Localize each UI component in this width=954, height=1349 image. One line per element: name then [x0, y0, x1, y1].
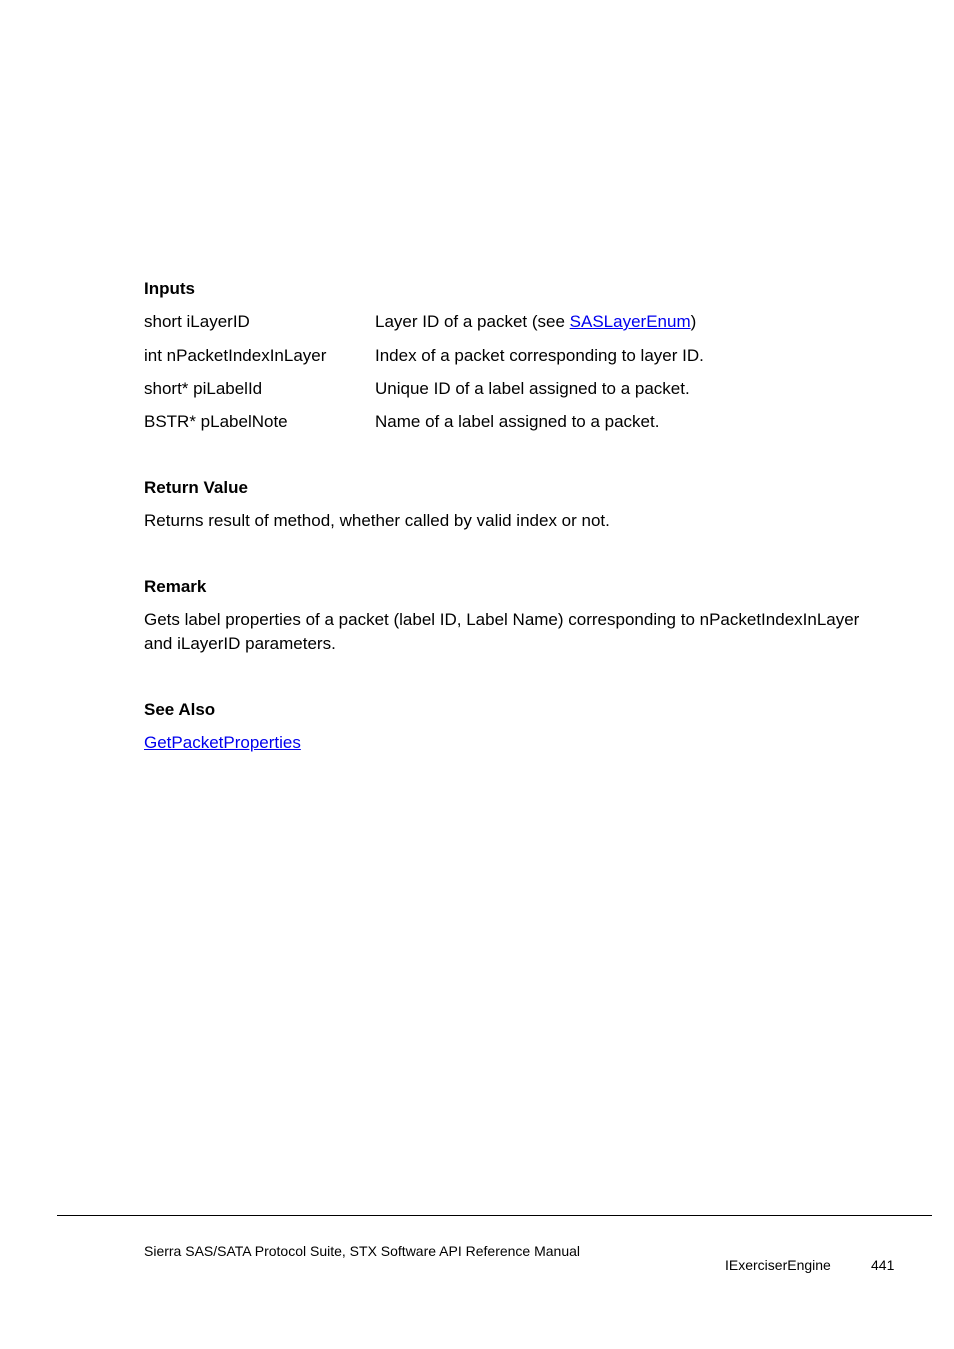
param-desc-npacketindexinlayer: Index of a packet corresponding to layer ID. — [375, 346, 704, 365]
footer-manual-title: Sierra SAS/SATA Protocol Suite, STX Software API Reference Manual — [144, 1243, 581, 1259]
return-value-heading: Return Value — [144, 478, 248, 497]
param-name-plabelnote: BSTR* pLabelNote — [144, 412, 288, 431]
param-desc-ilayerid — [375, 312, 696, 332]
footer-section-name: IExerciserEngine — [725, 1257, 831, 1273]
param-name-pilabelid: short* piLabelId — [144, 379, 263, 398]
remark-heading: Remark — [144, 577, 207, 596]
param-desc-plabelnote: Name of a label assigned to a packet. — [375, 412, 660, 431]
getpacketproperties-link[interactable]: GetPacketProperties — [144, 733, 301, 752]
param-name-npacketindexinlayer: int nPacketIndexInLayer — [144, 346, 327, 365]
remark-text-line-1: Gets label properties of a packet (label ID, Label Name) corresponding to nPacketIndexInLayer — [144, 610, 860, 629]
param-name-ilayerid: short iLayerID — [144, 312, 250, 331]
see-also-heading: See Also — [144, 700, 216, 719]
saslayerenum-link[interactable]: SASLayerEnum — [569, 312, 691, 331]
return-value-text: Returns result of method, whether called by valid index or not. — [144, 511, 610, 530]
footer-divider — [57, 1215, 932, 1216]
footer-page-number: 441 — [871, 1257, 895, 1273]
param-desc-text: Layer ID of a packet (see — [375, 312, 570, 331]
param-desc-pilabelid: Unique ID of a label assigned to a packet. — [375, 379, 690, 398]
inputs-heading: Inputs — [144, 279, 195, 298]
param-desc-text: ) — [690, 312, 697, 331]
remark-text-line-2: and iLayerID parameters. — [144, 634, 336, 653]
